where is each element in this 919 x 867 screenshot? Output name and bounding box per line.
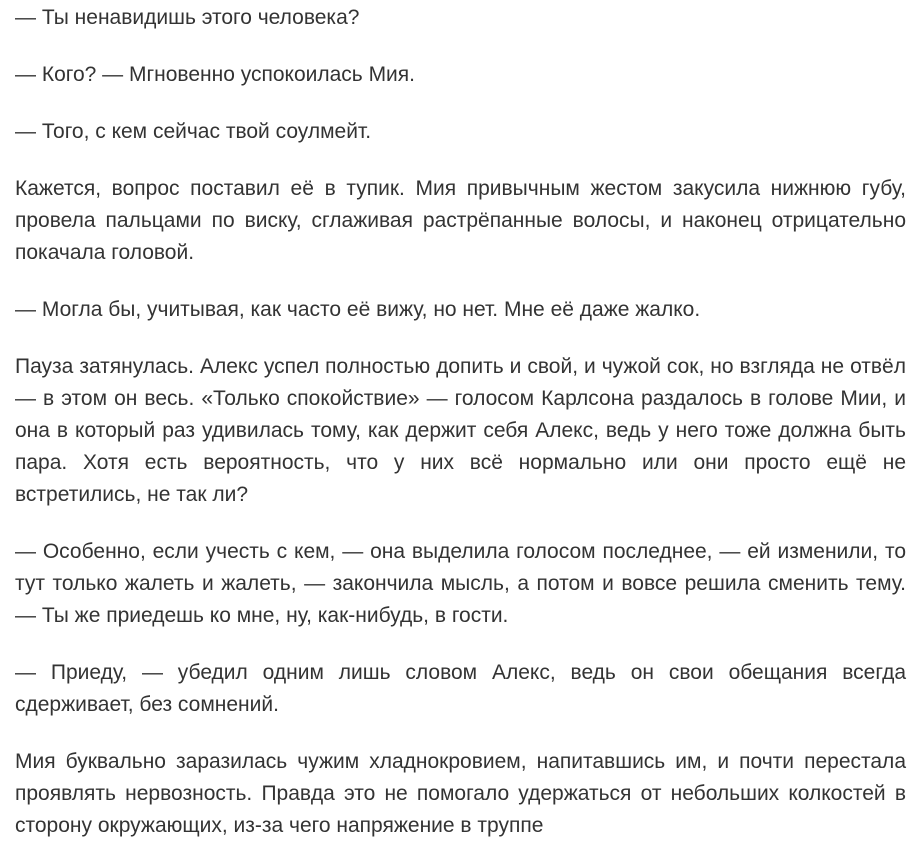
paragraph-4: Кажется, вопрос поставил её в тупик. Мия привычным жестом закусила нижнюю губу, провела пальцами по виску, сглаживая растрёпанные волосы, и наконец отрицательно покачала головой. [15,177,906,264]
paragraph-5: — Могла бы, учитывая, как часто её вижу, но нет. Мне её даже жалко. [15,298,701,321]
paragraph-3: — Того, с кем сейчас твой соулмейт. [15,120,372,143]
paragraph-6: Пауза затянулась. Алекс успел полностью допить и свой, и чужой сок, но взгляда не отвёл — в этом он весь. «Только спокойствие» — голосом Карлсона раздалось в голове Мии, и она в который раз удивилась тому, как держит себя Алекс, ведь у него тоже должна быть пара. Хотя есть вероятность, что у них всё нормально или они просто ещё не встретились, не так ли? [15,355,906,506]
chapter-text [15,2,906,867]
paragraph-2: — Кого? — Мгновенно успокоилась Мия. [15,63,415,86]
paragraph-1: — Ты ненавидишь этого человека? [15,6,360,29]
paragraph-7: — Особенно, если учесть с кем, — она выделила голосом последнее, — ей изменили, то тут только жалеть и жалеть, — закончила мысль, а потом и вовсе решила сменить тему. — Ты же приедешь ко мне, ну, как-нибудь, в гости. [15,540,906,627]
paragraph-8: — Приеду, — убедил одним лишь словом Алекс, ведь он свои обещания всегда сдерживает, без сомнений. [15,661,906,716]
paragraph-9: Мия буквально заразилась чужим хладнокровием, напитавшись им, и почти перестала проявлять нервозность. Правда это не помогало удержаться от небольших колкостей в сторону окружающих, из-за чего напряжение в труппе [15,750,906,837]
